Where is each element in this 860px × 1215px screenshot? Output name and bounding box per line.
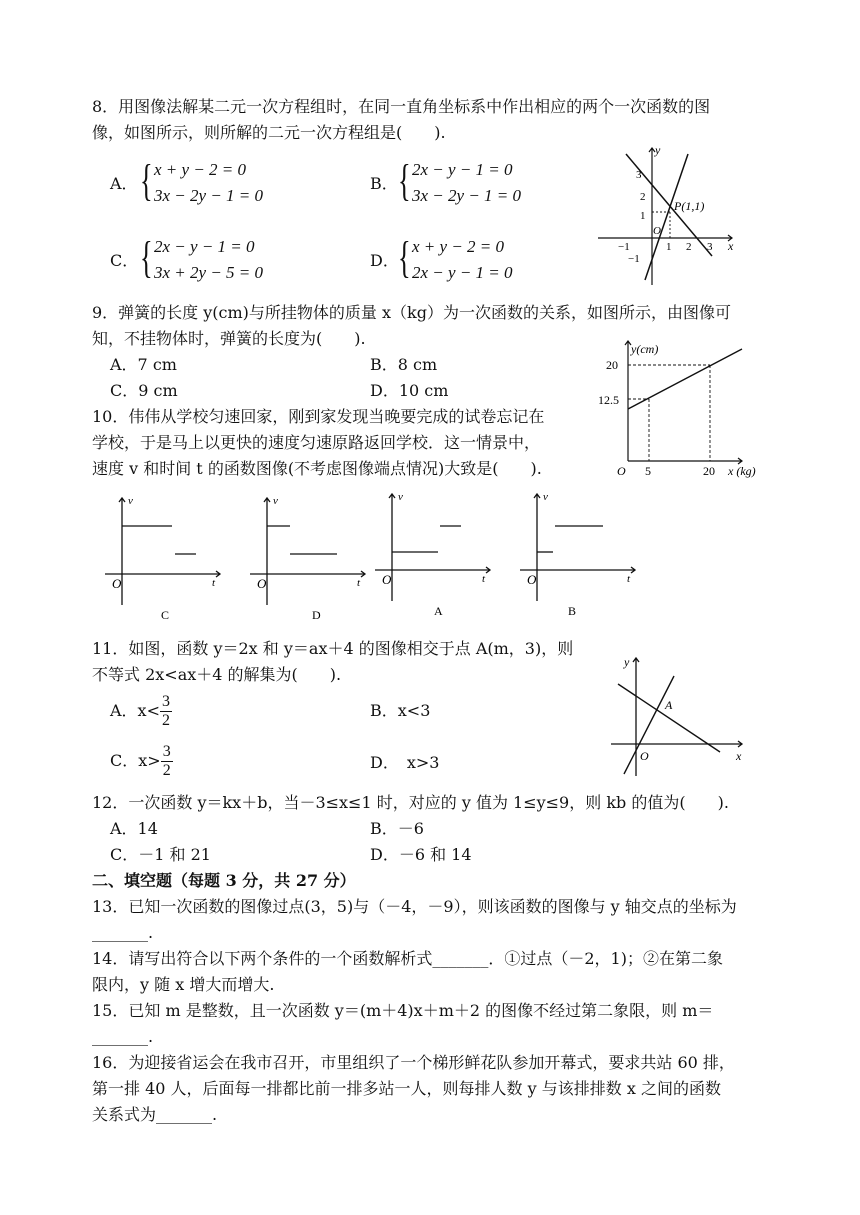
tick-x-2: 2 — [686, 241, 692, 253]
q10-line1: 10．伟伟从学校匀速回家，刚到家发现当晚要完成的试卷忘记在 — [92, 407, 545, 426]
q10-line2: 学校，于是马上以更快的速度匀速原路返回学校．这一情景中， — [92, 433, 541, 452]
tick-y-2: 2 — [640, 191, 646, 203]
q9-option-b: B．8 cm — [370, 355, 438, 374]
q8-option-b-system: { 2x − y − 1 = 0 3x − 2y − 1 = 0 — [398, 156, 522, 205]
axis-v: v — [398, 491, 403, 503]
tick-x-20: 20 — [703, 464, 715, 478]
q11-option-d: D． x>3 — [370, 753, 440, 772]
graph-label: C — [161, 608, 170, 622]
q8-y-label: y — [655, 143, 661, 157]
graph-label: B — [568, 604, 577, 618]
fraction-3-2 — [160, 693, 172, 730]
q9-line — [628, 349, 742, 409]
graph-label: A — [434, 604, 443, 618]
tick-x-5: 5 — [645, 464, 651, 478]
q11-option-a — [110, 692, 172, 730]
q10-graph-a — [370, 486, 500, 621]
q11-line2: 不等式 2x<ax＋4 的解集为( ). — [92, 665, 342, 684]
q12-option-b: B．－6 — [370, 819, 424, 838]
q12-line1: 12．一次函数 y＝kx＋b，当－3≤x≤1 时，对应的 y 值为 1≤y≤9，则 kb 的值为( ). — [92, 793, 729, 812]
q8-option-d-system: { x + y − 2 = 0 2x − y − 1 = 0 — [398, 233, 513, 282]
q11-option-c-text: C．x> — [110, 751, 161, 770]
origin: O — [112, 576, 122, 591]
q13-line1: 13．已知一次函数的图像过点(3，5)与（－4，－9），则该函数的图像与 y 轴交点的坐标为 — [92, 897, 737, 916]
axis-t: t — [357, 577, 361, 589]
q12-option-a: A．14 — [110, 819, 158, 838]
q11-x-label: x — [736, 749, 742, 763]
tick-y-m1: −1 — [628, 253, 640, 265]
frac-num: 3 — [162, 743, 171, 760]
q9-y-label: y(cm) — [631, 342, 659, 356]
section-heading: 二、填空题（每题 3 分，共 27 分） — [92, 871, 356, 890]
tick-y-12-5: 12.5 — [598, 393, 619, 407]
q11-point-a: A — [665, 698, 673, 712]
axis-t: t — [482, 573, 486, 585]
line-y-2x — [624, 676, 674, 774]
q14-line1: 14．请写出符合以下两个条件的一个函数解析式_______．①过点（－2，1)；②在第二象 — [92, 949, 723, 968]
q9-option-c: C．9 cm — [110, 381, 178, 400]
tick-y-3: 3 — [636, 169, 642, 181]
q10-graph-b — [515, 486, 645, 621]
q8-option-c-system: { 2x − y − 1 = 0 3x + 2y − 5 = 0 — [140, 233, 264, 282]
q12-option-d: D．－6 和 14 — [370, 845, 472, 864]
q8-option-a-label: A． — [110, 174, 138, 193]
q14-line2: 限内，y 随 x 增大而增大. — [92, 975, 275, 994]
axis-v: v — [273, 495, 278, 507]
tick-x-m1: −1 — [618, 241, 630, 253]
q12-option-c: C．－1 和 21 — [110, 845, 211, 864]
axis-v: v — [128, 495, 133, 507]
q10-graph-c — [100, 490, 230, 625]
q9-line1: 9．弹簧的长度 y(cm)与所挂物体的质量 x（kg）为一次函数的关系，如图所示，由图像可 — [92, 303, 731, 322]
tick-x-3: 3 — [707, 241, 713, 253]
q8-option-a-system: { x + y − 2 = 0 3x − 2y − 1 = 0 — [140, 156, 264, 205]
origin: O — [527, 572, 537, 587]
q8-x-label: x — [728, 239, 734, 253]
axis-v: v — [543, 491, 548, 503]
q16-line2: 第一排 40 人，后面每一排都比前一排多站一人，则每排人数 y 与该排排数 x 之间的函数 — [92, 1079, 721, 1098]
frac-num: 3 — [162, 693, 170, 710]
q16-line3: 关系式为_______. — [92, 1105, 218, 1124]
q9-option-d: D．10 cm — [370, 381, 449, 400]
q8-line1: 8．用图像法解某二元一次方程组时，在同一直角坐标系中作出相应的两个一次函数的图 — [92, 97, 711, 116]
axis-t: t — [212, 577, 216, 589]
tick-y-20: 20 — [606, 358, 618, 372]
tick-x-1: 1 — [666, 241, 672, 253]
fraction-3-2 — [161, 743, 173, 780]
frac-den: 2 — [162, 712, 170, 729]
line-y-ax-4 — [618, 684, 720, 752]
q9-x-label: x (kg) — [728, 464, 756, 478]
q11-graph — [606, 652, 756, 780]
q11-line1: 11．如图，函数 y＝2x 和 y＝ax＋4 的图像相交于点 A(m，3)，则 — [92, 639, 574, 658]
q13-line2: _______. — [92, 923, 154, 942]
q8-point-p: P(1,1) — [674, 199, 705, 213]
q8-graph — [592, 140, 742, 290]
axis-t: t — [627, 573, 631, 585]
q11-y-label: y — [624, 655, 630, 669]
q9-graph — [592, 335, 767, 480]
origin: O — [382, 572, 392, 587]
q11-option-a-text: A．x< — [110, 701, 160, 720]
q8-option-d-label: D． — [370, 251, 399, 270]
frac-den: 2 — [162, 762, 171, 779]
q8-option-b-label: B． — [370, 174, 398, 193]
q8-origin: O — [653, 225, 661, 237]
origin: O — [257, 576, 267, 591]
q16-line1: 16．为迎接省运会在我市召开，市里组织了一个梯形鲜花队参加开幕式，要求共站 60 排， — [92, 1053, 735, 1072]
q8-option-c-label: C． — [110, 251, 139, 270]
q10-graph-d — [245, 490, 375, 625]
q8-line2: 像，如图所示，则所解的二元一次方程组是( ). — [92, 123, 446, 142]
q10-line3: 速度 v 和时间 t 的函数图像(不考虑图像端点情况)大致是( ). — [92, 459, 542, 478]
q15-line1: 15．已知 m 是整数，且一次函数 y＝(m＋4)x＋m＋2 的图像不经过第二象限，则 m＝ — [92, 1001, 714, 1020]
tick-y-1: 1 — [640, 210, 646, 222]
q9-option-a: A．7 cm — [110, 355, 177, 374]
q11-option-b: B．x<3 — [370, 701, 431, 720]
graph-label: D — [312, 608, 321, 622]
q11-option-c — [110, 742, 173, 780]
q15-line2: _______. — [92, 1027, 154, 1046]
q9-origin: O — [617, 464, 626, 478]
q9-line2: 知，不挂物体时，弹簧的长度为( ). — [92, 329, 366, 348]
q11-origin: O — [640, 749, 649, 763]
